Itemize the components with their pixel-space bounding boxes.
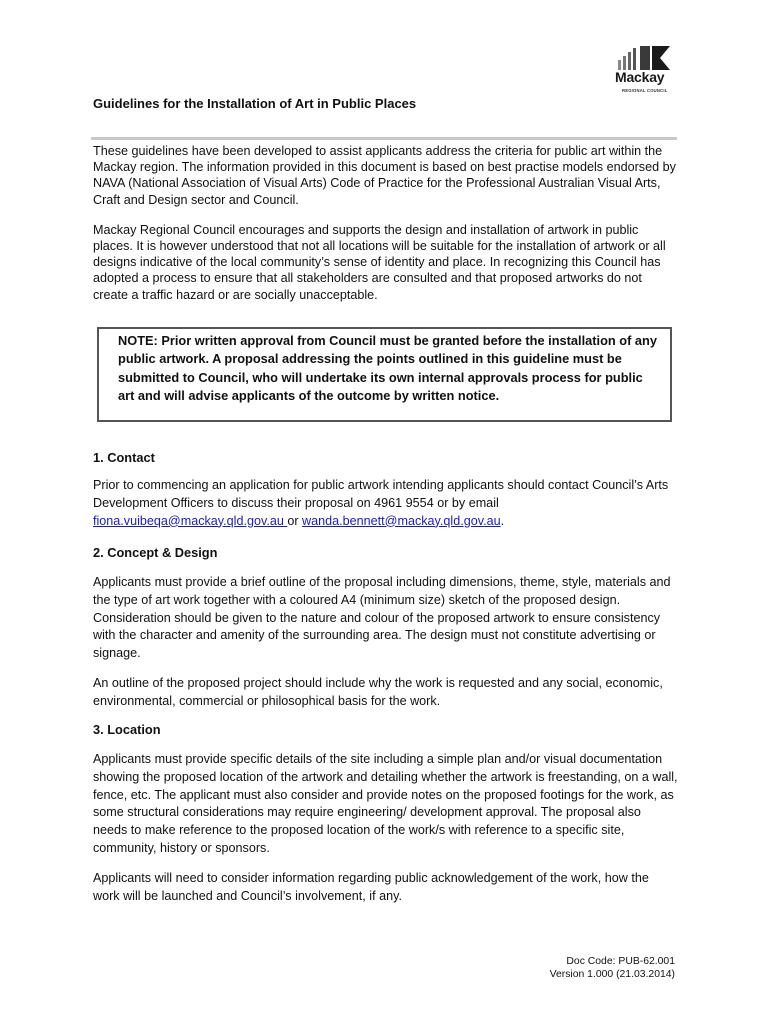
intro-paragraph-1: These guidelines have been developed to assist applicants address the criteria for public art within the Mackay region. The information provided in this document is based on best practise models endorsed by NAVA (National Association of Visual Arts) Code of Practice for the Professional Australian Visual Arts, Craft and Design sector and Council. xyxy=(93,144,676,207)
doc-code: Doc Code: PUB-62.001 xyxy=(566,956,675,967)
mackay-regional-council-logo xyxy=(612,46,672,96)
location-paragraph-2: Applicants will need to consider information regarding public acknowledgement of the work, how the work will be launched and Council’s involvement, if any. xyxy=(93,870,649,903)
email-link-fiona[interactable]: fiona.vuibeqa@mackay.qld.gov.au xyxy=(93,513,288,528)
approval-note-text: NOTE: Prior written approval from Council must be granted before the installation of any public artwork. A proposal addressing the points outlined in this guideline must be submitted to Council, who will undertake its own internal approvals process for public art and will advise applicants of the outcome by written notice. xyxy=(118,333,657,403)
doc-version: Version 1.000 (21.03.2014) xyxy=(549,968,675,980)
email-link-wanda[interactable]: wanda.bennett@mackay.qld.gov.au xyxy=(302,513,501,528)
contact-paragraph xyxy=(93,477,678,530)
intro-section xyxy=(93,143,678,303)
location-section xyxy=(93,751,678,905)
section-heading-location: 3. Location xyxy=(93,722,161,737)
document-footer xyxy=(550,956,675,981)
concept-paragraph-1: Applicants must provide a brief outline of the proposal including dimensions, theme, style, materials and the type of art work together with a coloured A4 (minimum size) sketch of the proposed design. Consideration should be given to the nature and colour of the proposed artwork to ensure consistency with the character and amenity of the surrounding area. The design must not constitute advertising or signage. xyxy=(93,575,671,661)
approval-note-box xyxy=(97,327,672,422)
title-divider xyxy=(91,137,677,140)
email-joiner: or xyxy=(287,513,303,528)
section-heading-concept: 2. Concept & Design xyxy=(93,545,218,560)
document-title: Guidelines for the Installation of Art in Public Places xyxy=(93,96,417,111)
logo-subtitle: REGIONAL COUNCIL xyxy=(622,88,668,93)
concept-paragraph-2: An outline of the proposed project should include why the work is requested and any social, economic, environmental, commercial or philosophical basis for the work. xyxy=(93,675,663,708)
concept-section xyxy=(93,574,678,711)
location-paragraph-1: Applicants must provide specific details of the site including a simple plan and/or visual documentation showing the proposed location of the artwork and detailing whether the artwork is freestanding, on a wall, fence, etc. The applicant must also consider and provide notes on the proposed footings for the work, as some structural considerations may require engineering/ development approval. The proposal also needs to make reference to the proposed location of the work/s with reference to a specific site, community, history or sponsors. xyxy=(93,752,678,855)
contact-end: . xyxy=(500,513,505,528)
contact-text: Prior to commencing an application for public artwork intending applicants should contact Council’s Arts Development Officers to discuss their proposal on 4961 9554 or by email xyxy=(93,478,669,510)
contact-section xyxy=(93,477,678,530)
logo-bars-icon xyxy=(618,46,670,70)
section-heading-contact: 1. Contact xyxy=(93,450,155,465)
intro-paragraph-2: Mackay Regional Council encourages and supports the design and installation of artwork in public places. It is however understood that not all locations will be suitable for the installation of artwork or all designs indicative of the local community’s sense of identity and place. In recognizing this Council has adopted a process to ensure that all stakeholders are consulted and that proposed artworks do not create a traffic hazard or are socially unacceptable. xyxy=(93,222,666,302)
logo-wordmark: Mackay xyxy=(615,69,665,85)
